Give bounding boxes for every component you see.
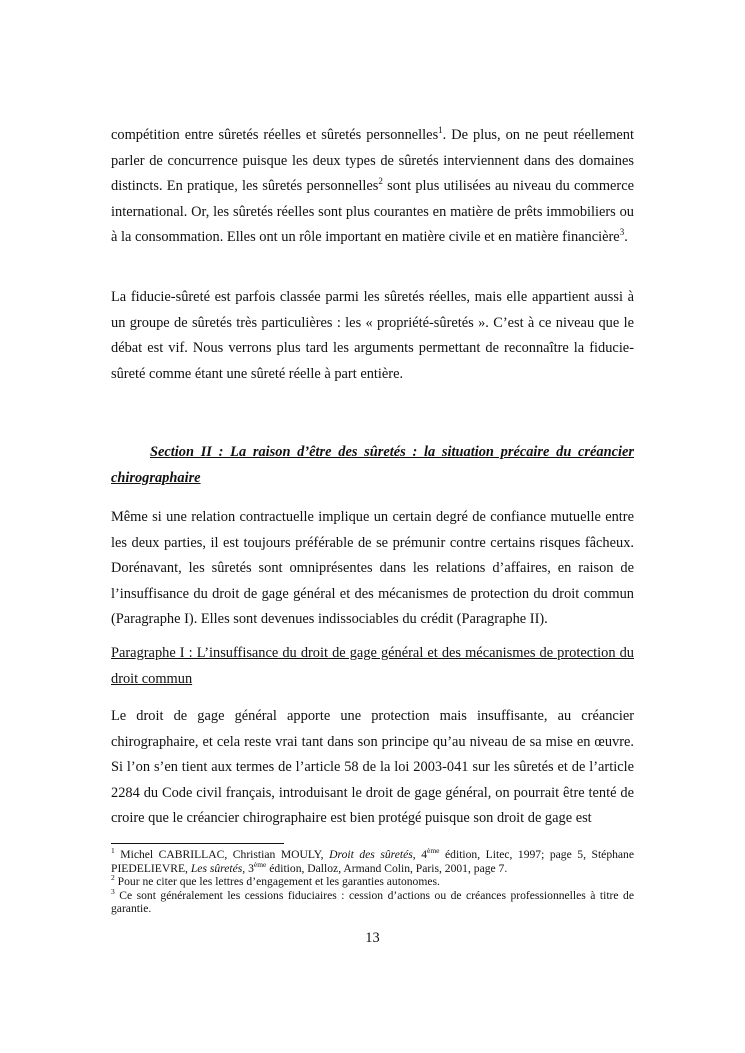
footnote-ref-1: 1: [438, 125, 443, 136]
footnote-number: 1: [111, 846, 115, 856]
text-run: , 4: [412, 848, 427, 861]
footnote-3: [111, 886, 634, 916]
text-run: Michel CABRILLAC, Christian MOULY,: [114, 848, 330, 861]
paragraph-text: La fiducie-sûreté est parfois classée parmi les sûretés réelles, mais elle appartient aussi à un groupe de sûretés très particulières : les « propriété-sûretés ». C’est à ce niveau que le débat est vif. Nous verrons plus tard les arguments permettant de reconnaître la fiducie-sûreté comme étant une sûreté réelle à part entière.: [111, 289, 634, 382]
text-run: édition, Litec, 1997; page 5, Stéphane PIEDELIEVRE,: [111, 848, 635, 875]
ordinal-suffix: ème: [427, 846, 440, 856]
ordinal-suffix: ème: [253, 859, 267, 869]
paragraph-fiducie-surete: [111, 285, 634, 387]
footnote-number: 2: [111, 873, 115, 883]
paragraph-surete-competition: [111, 123, 634, 251]
footnote-ref-2: 2: [378, 176, 383, 187]
paragraph-relation-contractuelle: [111, 505, 634, 633]
footnote-ref-3: 3: [619, 227, 625, 238]
text-run: édition, Dalloz, Armand Colin, Paris, 2001, page 7.: [266, 861, 508, 875]
footnotes: [111, 848, 634, 916]
paragraph-text: Le droit de gage général apporte une protection mais insuffisante, au créancier chirographaire, et cela reste vrai tant dans son principe qu’au niveau de sa mise en œuvre. Si l’on s’en tient aux termes de l’article 58 de la loi 2003-041 sur les sûretés et de l’article 2284 du Code civil français, introduisant le droit de gage général, on pourrait être tenté de croire que le créancier chirographaire est bien protégé puisque son droit de gage est: [111, 708, 634, 827]
footnote-separator: [111, 843, 284, 844]
text-run: .: [624, 229, 628, 246]
text-run: sont plus utilisées au niveau du commerce international. Or, les sûretés réelles sont plus courantes en matière de prêts immobiliers ou à la consommation. Elles ont un rôle important en matière civile et en matière financière: [111, 178, 634, 246]
footnote-2: [111, 875, 634, 889]
text-run: compétition entre sûretés réelles et sûretés personnelles: [111, 127, 439, 143]
paragraph-droit-de-gage: [111, 704, 634, 832]
text-run: Ce sont généralement les cessions fiduciaires : cession d’actions ou de créances professionnelles à titre de garantie.: [111, 888, 634, 916]
footnote-1: [111, 848, 634, 875]
footnote-number: 3: [111, 886, 115, 896]
paragraph-text: Même si une relation contractuelle implique un certain degré de confiance mutuelle entre les deux parties, il est toujours préférable de se prémunir contre certains risques fâcheux. Dorénavant, les sûretés sont omniprésentes dans les relations d’affaires, en raison de l’insuffisance du droit de gage général et des mécanismes de protection du droit commun (Paragraphe I). Elles sont devenues indissociables du crédit (Paragraphe II).: [111, 509, 634, 628]
text-run: 3: [245, 861, 254, 875]
text-run: . De plus, on ne peut réellement parler de concurrence puisque les deux types de sûretés interviennent dans des domaines distincts. En pratique, les sûretés personnelles: [111, 127, 634, 195]
section-heading-text: Section II : La raison d’être des sûretés : la situation précaire du créancier chirographaire: [111, 444, 634, 486]
text-run: Pour ne citer que les lettres d’engagement et les garanties autonomes.: [114, 875, 440, 889]
page-number: 13: [365, 930, 380, 946]
book-title: Les sûretés,: [190, 861, 246, 875]
book-title: Droit des sûretés: [329, 848, 413, 861]
paragraph-heading: Paragraphe I : L’insuffisance du droit de gage général et des mécanismes de protection du droit commun: [111, 645, 634, 687]
section-heading: [111, 440, 634, 491]
